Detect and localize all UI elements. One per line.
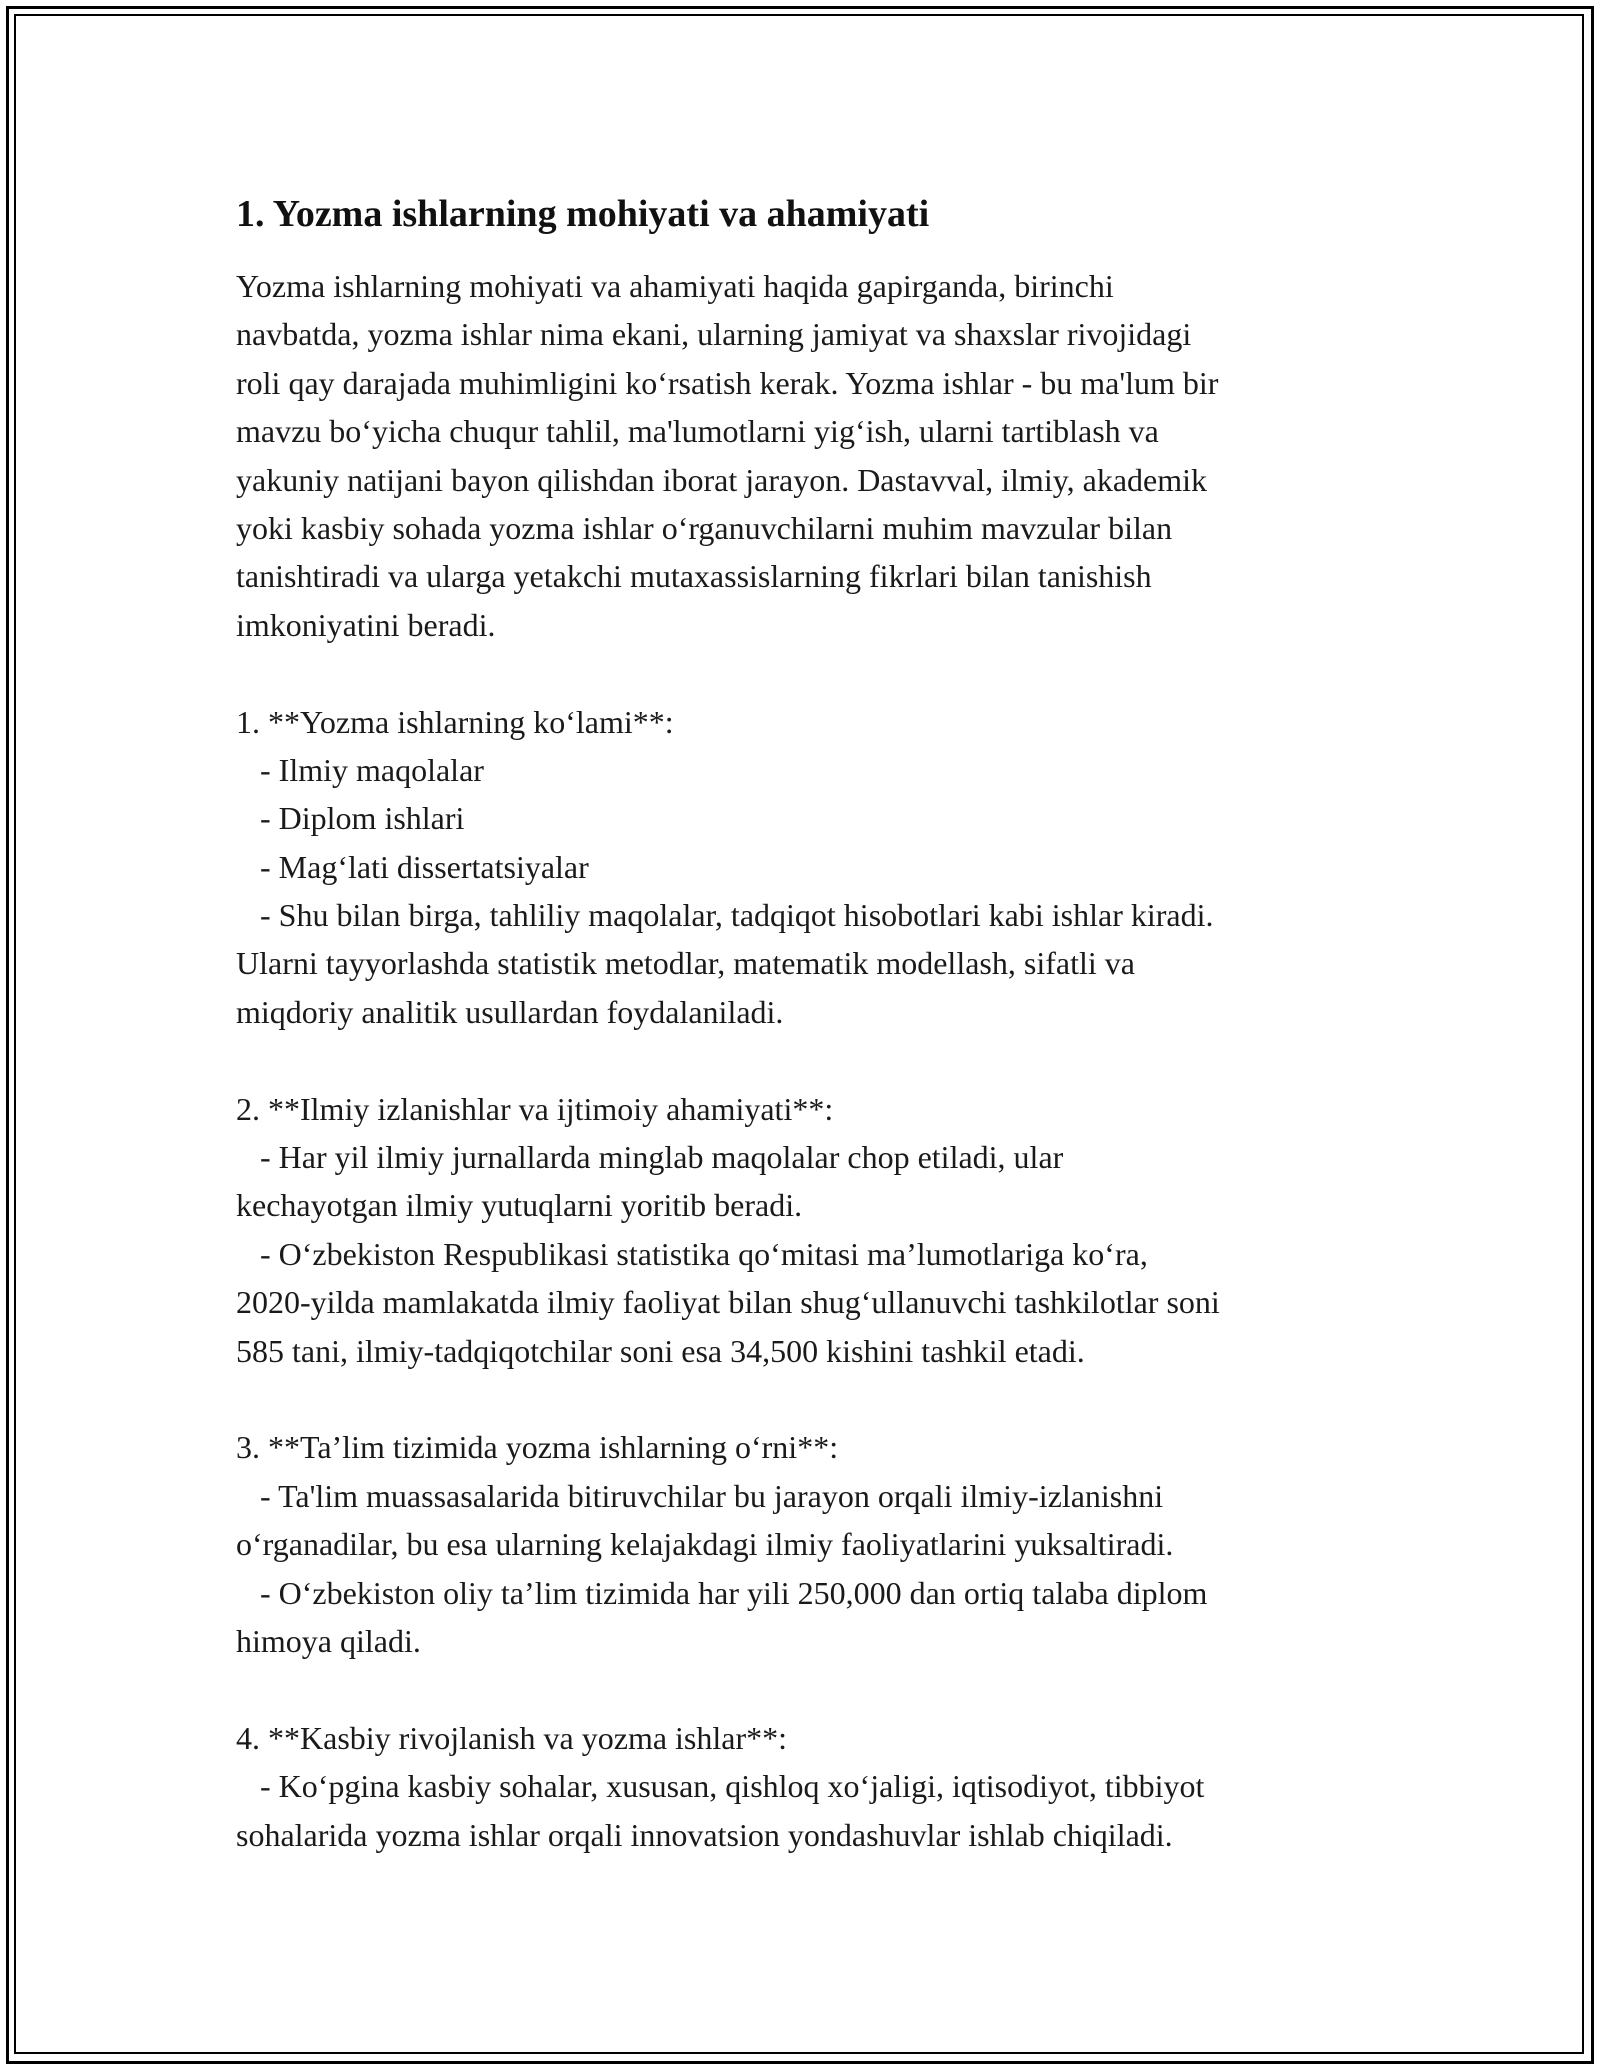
text-line: - Mag‘lati dissertatsiyalar [236, 848, 589, 885]
text-line: Yozma ishlarning mohiyati va ahamiyati haqida gapirganda, birinchi [236, 268, 1114, 304]
text-line: tanishtiradi va ularga yetakchi mutaxassislarning fikrlari bilan tanishish [236, 558, 1152, 595]
text-line: navbatda, yozma ishlar nima ekani, ularning jamiyat va shaxslar rivojidagi [236, 316, 1192, 353]
text-line: kechayotgan ilmiy yutuqlarni yoritib beradi. [236, 1187, 803, 1224]
text-line: roli qay darajada muhimligini ko‘rsatish kerak. Yozma ishlar - bu ma'lum bir [236, 364, 1219, 401]
text-line: - O‘zbekiston oliy ta’lim tizimida har yili 250,000 dan ortiq talaba diplom [236, 1574, 1208, 1611]
text-line: - Ko‘pgina kasbiy sohalar, xususan, qishloq xo‘jaligi, iqtisodiyot, tibbiyot [236, 1768, 1205, 1805]
blank-line [236, 649, 1366, 697]
text-line: imkoniyatini beradi. [236, 606, 496, 643]
text-line: - Ilmiy maqolalar [236, 751, 484, 788]
text-line: 2. **Ilmiy izlanishlar va ijtimoiy ahamiyati**: [236, 1090, 834, 1127]
text-line: yoki kasbiy sohada yozma ishlar o‘rganuvchilarni muhim mavzular bilan [236, 509, 1173, 546]
text-line: - Diplom ishlari [236, 800, 465, 837]
text-line: miqdoriy analitik usullardan foydalaniladi. [236, 993, 784, 1030]
text-line: o‘rganadilar, bu esa ularning kelajakdagi ilmiy faoliyatlarini yuksaltiradi. [236, 1526, 1174, 1563]
text-line: 3. **Ta’lim tizimida yozma ishlarning o‘rni**: [236, 1429, 839, 1466]
section-heading: 1. Yozma ishlarning mohiyati va ahamiyati [236, 193, 930, 235]
text-line: - Har yil ilmiy jurnallarda minglab maqolalar chop etiladi, ular [236, 1139, 1064, 1176]
blank-line [236, 1036, 1366, 1084]
blank-line [236, 1665, 1366, 1713]
text-line: - O‘zbekiston Respublikasi statistika qo‘mitasi ma’lumotlariga ko‘ra, [236, 1235, 1148, 1272]
text-line: 4. **Kasbiy rivojlanish va yozma ishlar**: [236, 1719, 788, 1756]
text-line: sohalarida yozma ishlar orqali innovatsion yondashuvlar ishlab chiqiladi. [236, 1816, 1173, 1853]
text-line: mavzu bo‘yicha chuqur tahlil, ma'lumotlarni yig‘ish, ularni tartiblash va [236, 413, 1159, 450]
text-line: - Ta'lim muassasalarida bitiruvchilar bu jarayon orqali ilmiy-izlanishni [236, 1477, 1164, 1514]
text-line: 585 tani, ilmiy-tadqiqotchilar soni esa 34,500 kishini tashkil etadi. [236, 1332, 1085, 1369]
text-line: himoya qiladi. [236, 1622, 421, 1659]
document-body [236, 186, 1366, 1859]
text-line: - Shu bilan birga, tahliliy maqolalar, tadqiqot hisobotlari kabi ishlar kiradi. [236, 897, 1214, 934]
text-line: yakuniy natijani bayon qilishdan iborat jarayon. Dastavval, ilmiy, akademik [236, 461, 1208, 498]
text-line: 1. **Yozma ishlarning ko‘lami**: [236, 703, 674, 740]
text-line: Ularni tayyorlashda statistik metodlar, matematik modellash, sifatli va [236, 945, 1135, 982]
text-line: 2020-yilda mamlakatda ilmiy faoliyat bilan shug‘ullanuvchi tashkilotlar soni [236, 1284, 1220, 1321]
blank-line [236, 1375, 1366, 1423]
document-text [236, 262, 1366, 1859]
